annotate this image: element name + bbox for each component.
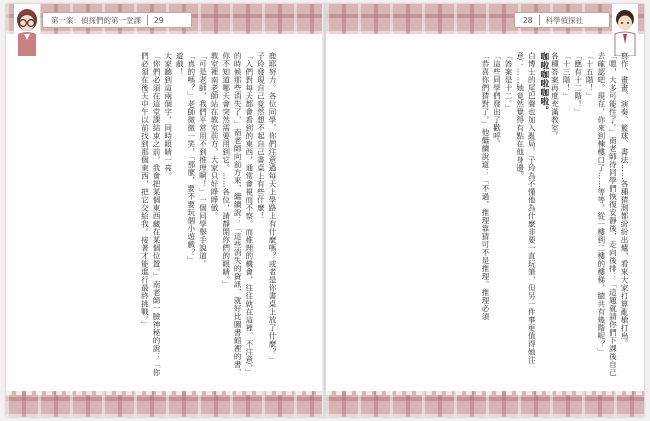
paragraph: 大家聽到這兩個字，同時眼睛一亮。 [163, 52, 173, 180]
paragraph: 「真的嗎？」老師微微一笑，「那麼，要不要玩個小遊戲？」 [186, 52, 196, 265]
plaid-footer-band [326, 391, 644, 417]
page-number: 29 [154, 15, 164, 25]
paragraph: 「可是老師，我們平常用不到推理啊！」一個同學舉手說道。 [198, 52, 208, 268]
header-chapter-title: 第一案：偵探們的第一堂課 [51, 15, 141, 25]
paragraph: 子玲發現自己竟然想不起自己書桌上有些什麼！ [256, 52, 266, 220]
paragraph: 「這些同學們發出了歡呼。 [492, 52, 502, 148]
page-header [514, 12, 610, 28]
paragraph: 「十五階！」 [585, 52, 595, 100]
detective-boy-avatar [610, 4, 640, 56]
page-number: 28 [523, 15, 533, 25]
paragraph: 「十三階！」 [562, 52, 572, 100]
paragraph: 「應有十二階！」 [573, 52, 583, 116]
paragraph: 教室裡南老師站在教室前方，大家只好睜睜做。 [210, 52, 220, 220]
paragraph: 各種答案再度充滿教室。 [550, 52, 560, 140]
paragraph: 「恭喜你們猜對了，」他繼續說道：「不過，推理靠猜可不是推理。推理必須 [480, 52, 490, 321]
paragraph: 「答案是十二。」 [504, 52, 514, 113]
sound-effect-line: 咖啦咖啦咖啦。 [538, 52, 549, 115]
left-page [6, 4, 324, 417]
book-spread [6, 4, 644, 417]
paragraph: 白博士的尾巴聲也加入亂局。子玲為不懂他為什麼非要一直玩筆，但另一件事更值得她注意：……她竟然覺得有點在他身邊。 [515, 52, 537, 364]
header-book-title: 科學偵探社 [545, 15, 584, 25]
paragraph: 「入們對每天都會看到的東西，通常會視而不察。而推理的機會，往往就在這裡。不注意，」的時候那些消失了，」南老師向前方來，繼續說：「這些消失的資訊，就好比圖書館裡的書，你不知道哪天會突然需要用到它。……各位，請靜閉你們的眼睛。」 [221, 52, 254, 377]
body-text-vertical [18, 52, 278, 377]
paragraph: 寫作、畫畫、演奏、籃球、書法……各種猜測都紛紛出爐，看來大家打算亂槍打鳥。 [620, 52, 629, 348]
paragraph: 「你們必須在這堂課結束之前，我會把某個東西藏在某個位置。」南老師一臉神秘的說：「你們必須在後天中午以前找到那個東西，把它交給我。接著才能進行最終挑戰。」 [140, 52, 162, 377]
paragraph: 「嗯，大多可能性了。」南老師待同學們恢復安靜後，走向後排：「這題就請你們下課後自己去確認吧。現在，你來到棟樓口了……等等，從一樓到二樓的樓梯，總共有幾階呢？」 [596, 52, 618, 377]
detective-girl-avatar [12, 4, 42, 56]
paragraph: 鹿耶努力。各位同學，你們注意過每天上學路上有什麼嗎？或者是你書桌上放了什麼？」 [268, 52, 277, 364]
paragraph: 遊戲！ [175, 52, 185, 76]
right-page [326, 4, 644, 417]
body-text-vertical [360, 52, 630, 377]
header-separator [147, 15, 148, 25]
plaid-footer-band [6, 391, 324, 417]
page-header [42, 12, 192, 28]
header-separator [539, 15, 540, 25]
